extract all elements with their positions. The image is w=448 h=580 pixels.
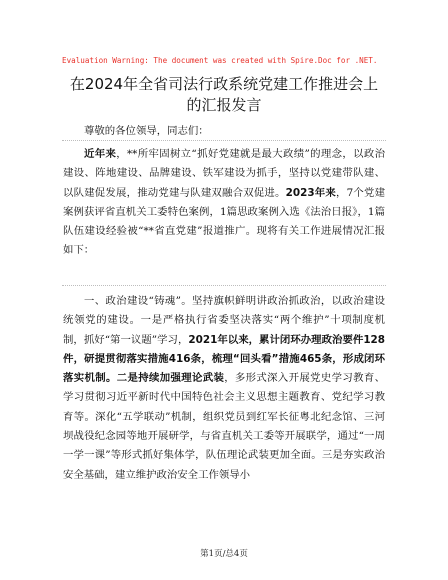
political-text-a: 一、政治建设“铸魂”。坚持旗帜鲜明讲政治抓政治，以政治建设统领党的建设。一是严格执行省委坚决落实“两个维护”十项制度机制，抓好“第一议题”学习，: [63, 295, 385, 346]
intro-text-2: ，7个党建案例获评省直机关工委特色案例，1篇思政案例入选《法治日报》，1篇队伍建设经验被“**省直党建”报道推广。现将有关工作进展情况汇报如下：: [63, 186, 386, 257]
salutation: 尊敬的各位领导，同志们：: [84, 125, 209, 137]
title-line-2: 的汇报发言: [186, 96, 262, 114]
paragraph-divider: [62, 140, 386, 141]
intro-lead: 近年来: [84, 148, 117, 160]
paragraph-divider: [62, 285, 386, 286]
page-number-footer: 第1页/总4页: [200, 549, 248, 559]
paragraph-intro: [63, 145, 385, 261]
document-title: [60, 74, 388, 116]
title-line-1: 在2024年全省司法行政系统党建工作推进会上: [69, 75, 379, 93]
political-text-d: ，多形式深入开展党史学习教育、学习贯彻习近平新时代中国特色社会主义思想主题教育、党纪学习教育等。深化“五学联动”机制，组织党员到红军长征粤北纪念馆、三河坝战役纪念园等地开展研学，与省直机关工委等开展联学，通过“一周一学一课”等形式抓好集体学，队伍理论武装更加全面。三是夯实政治安全基础，建立维护政治安全工作领导小: [63, 372, 386, 481]
intro-text: ，**所牢固树立“抓好党建就是最大政绩”的理念，以政治建设、阵地建设、品牌建设、铁军建设为抓手，坚持以党建带队建、以队建促发展，推动党建与队建双融合双促进。: [63, 148, 386, 199]
political-text-c: 二是持续加强理论武装: [116, 372, 225, 385]
political-text-b: 2021年以来，累计闭环办理政治要件128件，研提贯彻落实措施416条，梳理“回头看”措施465条，形成闭环落实机制。: [63, 333, 386, 385]
paragraph-political: [63, 292, 385, 485]
intro-year: 2023年来: [285, 186, 336, 199]
evaluation-warning: Evaluation Warning: The document was created with Spire.Doc for .NET.: [62, 56, 378, 65]
